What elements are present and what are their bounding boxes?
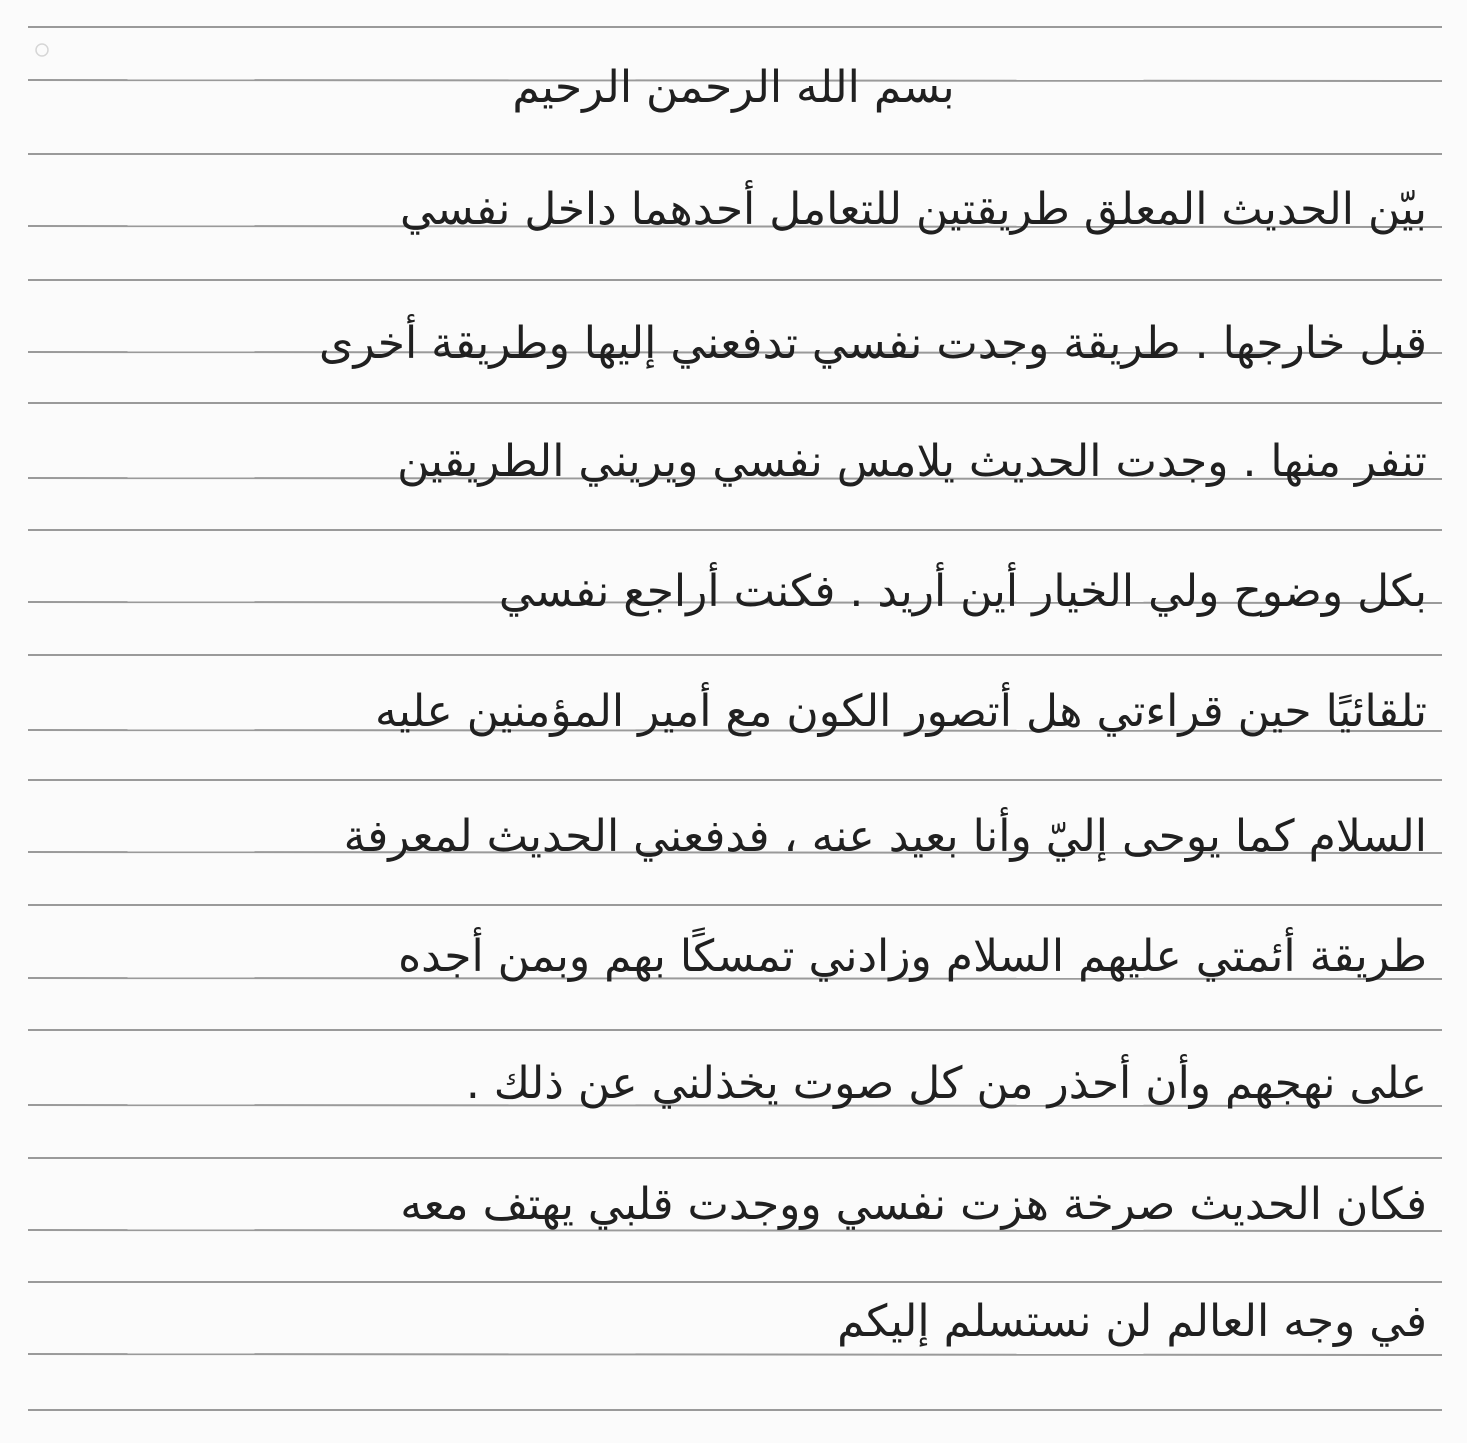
text-line-7: طريقة أئمتي عليهم السلام وزادني تمسكًا بهم وبمن أجده (398, 931, 1427, 982)
document-title: بسم الله الرحمن الرحيم (512, 62, 955, 113)
text-line-9: فكان الحديث صرخة هزت نفسي ووجدت قلبي يهتف معه (400, 1179, 1427, 1230)
text-line-8: على نهجهم وأن أحذر من كل صوت يخذلني عن ذلك . (465, 1058, 1427, 1109)
text-line-6: السلام كما يوحى إليّ وأنا بعيد عنه ، فدفعني الحديث لمعرفة (343, 811, 1427, 862)
rule-line (28, 1230, 1442, 1231)
punch-hole-mark (36, 44, 48, 56)
rule-line (28, 1354, 1442, 1355)
text-line-2: قبل خارجها . طريقة وجدت نفسي تدفعني إليها وطريقة أخرى (319, 318, 1427, 369)
text-line-3: تنفر منها . وجدت الحديث يلامس نفسي ويريني الطريقين (397, 436, 1427, 487)
text-line-4: بكل وضوح ولي الخيار أين أريد . فكنت أراجع نفسي (498, 566, 1427, 617)
text-line-1: بيّن الحديث المعلق طريقتين للتعامل أحدهما داخل نفسي (399, 184, 1427, 235)
text-line-10: في وجه العالم لن نستسلم إليكم (837, 1296, 1427, 1347)
text-line-5: تلقائيًا حين قراءتي هل أتصور الكون مع أمير المؤمنين عليه (375, 686, 1427, 737)
